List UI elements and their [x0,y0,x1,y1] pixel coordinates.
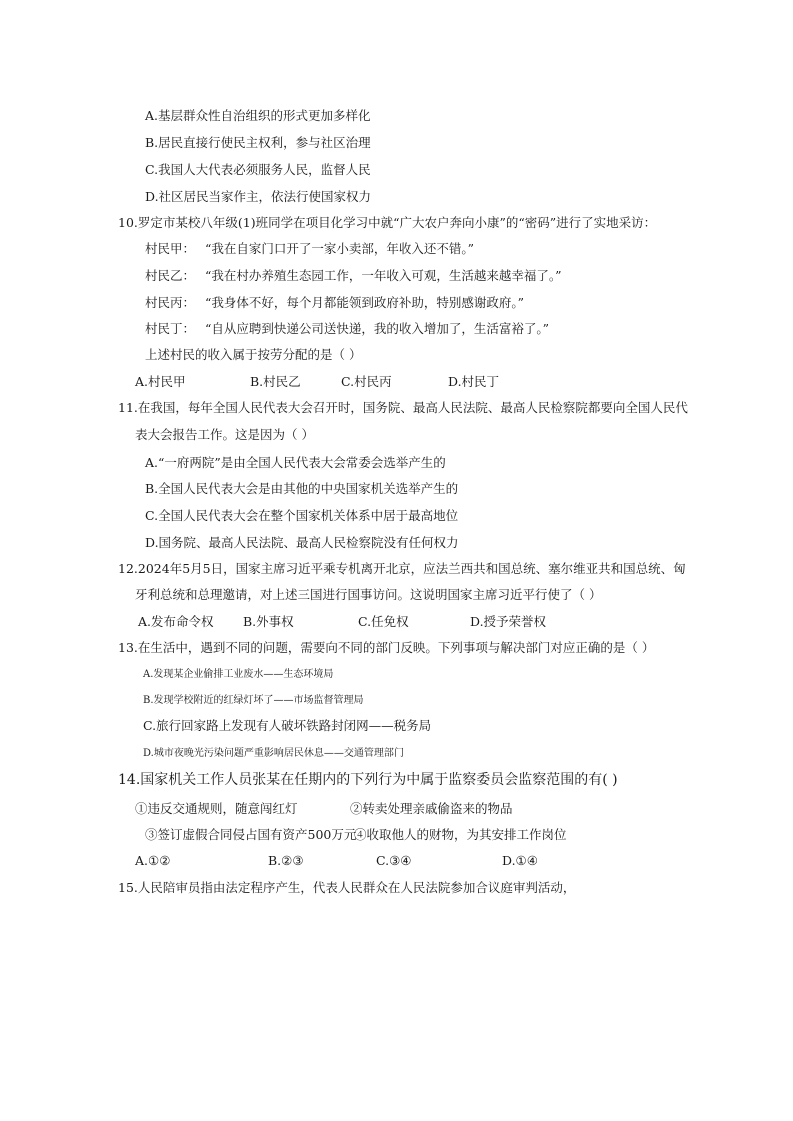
q11-option-b: B.全国人民代表大会是由其他的中央国家机关选举产生的 [145,481,459,496]
q14-option-d: D.①④ [502,853,538,868]
q10-villager-2-name: 村民乙： [145,268,196,283]
q13-option-d: D.城市夜晚光污染问题严重影响居民休息——交通管理部门 [143,748,404,759]
q11-stem-line-1: 11.在我国，每年全国人民代表大会召开时，国务院、最高人民法院、最高人民检察院都要向全国人民代 [118,400,688,415]
q11-option-c: C.全国人民代表大会在整个国家机关体系中居于最高地位 [145,508,459,523]
q14-option-a: A.①② [135,853,171,868]
q9-option-d: D.社区居民当家作主，依法行使国家权力 [145,189,372,204]
q10-question: 上述村民的收入属于按劳分配的是（ ） [145,347,362,362]
q12-stem-line-1: 12.2024年5月5日，国家主席习近平乘专机离开北京，应法兰西共和国总统、塞尔维亚共和国总统、匈 [118,561,686,576]
q14-item-3: ③签订虚假合同侵占国有资产500万元 [145,827,357,842]
q10-villager-4-name: 村民丁： [145,321,196,336]
q12-option-b: B.外事权 [243,614,294,629]
q10-option-a: A.村民甲 [135,374,186,389]
q14-option-c: C.③④ [376,853,412,868]
q10-villager-1-name: 村民甲： [145,241,196,256]
q11-option-d: D.国务院、最高人民法院、最高人民检察院没有任何权力 [145,535,459,550]
q10-villager-2-quote: “我在村办养殖生态园工作，一年收入可观，生活越来越幸福了。” [205,268,562,283]
q13-stem: 13.在生活中，遇到不同的问题，需要向不同的部门反映。下列事项与解决部门对应正确的是（ ） [118,640,655,655]
q12-stem-line-2: 牙利总统和总理邀请，对上述三国进行国事访问。这说明国家主席习近平行使了（ ） [135,587,602,602]
q10-stem: 10.罗定市某校八年级(1)班同学在项目化学习中就“广大农户奔向小康”的“密码”进行了实地采访： [118,215,657,230]
q13-option-c: C.旅行回家路上发现有人破坏铁路封闭网——税务局 [143,718,432,733]
q14-stem: 14.国家机关工作人员张某在任期内的下列行为中属于监察委员会监察范围的有( ) [118,772,618,788]
q10-option-b: B.村民乙 [250,374,301,389]
q9-option-b: B.居民直接行使民主权利，参与社区治理 [145,135,371,150]
q12-option-d: D.授予荣誉权 [470,614,547,629]
q9-option-c: C.我国人大代表必须服务人民，监督人民 [145,162,371,177]
q15-stem: 15.人民陪审员指由法定程序产生，代表人民群众在人民法院参加合议庭审判活动， [118,880,576,895]
q10-option-c: C.村民丙 [341,374,392,389]
q10-villager-4-quote: “自从应聘到快递公司送快递，我的收入增加了，生活富裕了。” [205,321,550,336]
q10-villager-1-quote: “我在自家门口开了一家小卖部，年收入还不错。” [205,241,475,256]
q13-option-b: B.发现学校附近的红绿灯坏了——市场监督管理局 [143,695,364,706]
q13-option-a: A.发现某企业偷排工业废水——生态环境局 [143,669,334,680]
q9-option-a: A.基层群众性自治组织的形式更加多样化 [145,108,371,123]
q10-villager-3-quote: “我身体不好，每个月都能领到政府补助，特别感谢政府。” [205,295,525,310]
q12-option-c: C.任免权 [358,614,409,629]
q11-option-a: A.“一府两院”是由全国人民代表大会常委会选举产生的 [145,455,446,470]
q10-villager-3-name: 村民丙： [145,295,196,310]
q14-item-4: ④收取他人的财物，为其安排工作岗位 [354,827,567,842]
q14-item-1: ①违反交通规则，随意闯红灯 [135,801,298,816]
q14-item-2: ②转卖处理亲戚偷盗来的物品 [350,801,513,816]
q14-option-b: B.②③ [268,853,304,868]
q12-option-a: A.发布命令权 [138,614,214,629]
q11-stem-line-2: 表大会报告工作。这是因为（ ） [135,427,314,442]
q10-option-d: D.村民丁 [448,374,500,389]
